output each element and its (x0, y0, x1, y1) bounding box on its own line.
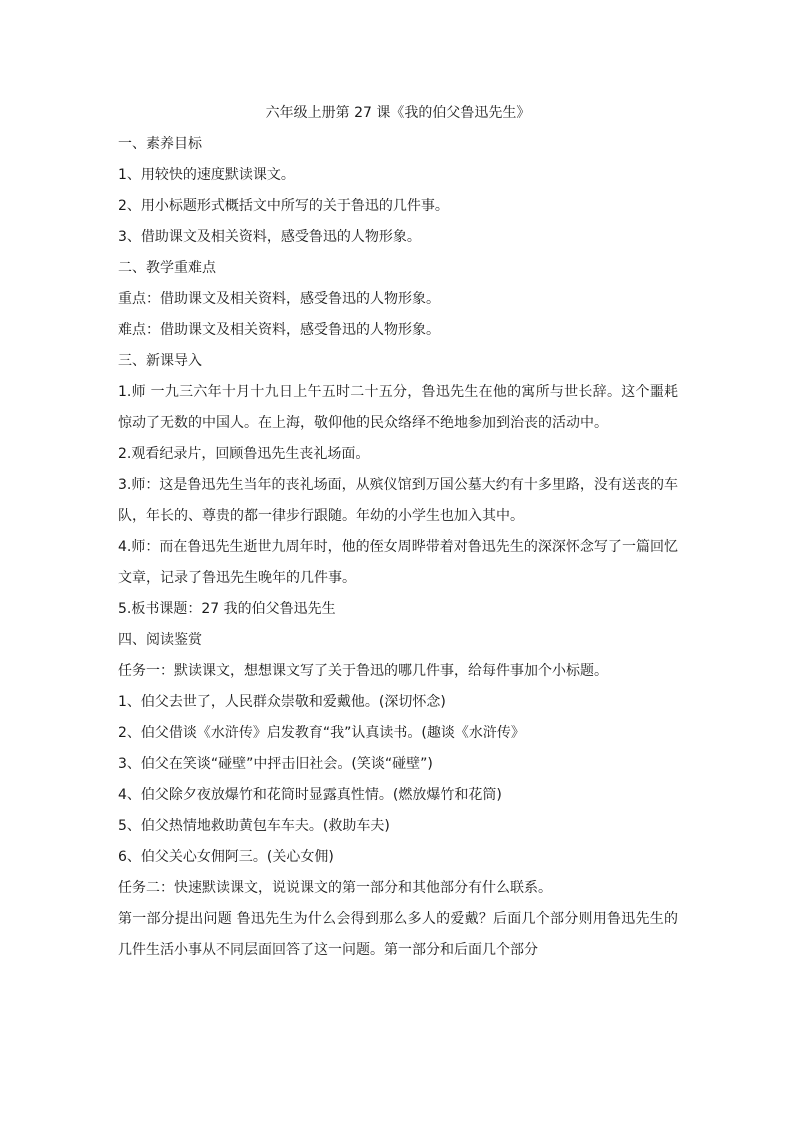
reading-answer: 第一部分提出问题 鲁迅先生为什么会得到那么多人的爱戴？后面几个部分则用鲁迅先生的几件生活小事从不同层面回答了这一问题。第一部分和后面几个部分 (118, 911, 678, 958)
goal-item: 3、借助课文及相关资料，感受鲁迅的人物形象。 (118, 229, 421, 245)
section-heading-reading: 四、阅读鉴赏 (118, 632, 202, 648)
document-body (118, 98, 678, 966)
intro-item: 2.观看纪录片，回顾鲁迅先生丧礼场面。 (118, 446, 370, 462)
event-item: 3、伯父在笑谈“碰壁”中抨击旧社会。(笑谈“碰壁”) (118, 756, 433, 772)
document-title: 六年级上册第 27 课《我的伯父鲁迅先生》 (265, 105, 531, 121)
goal-item: 1、用较快的速度默读课文。 (118, 167, 295, 183)
key-point-focus: 重点：借助课文及相关资料，感受鲁迅的人物形象。 (118, 291, 440, 307)
intro-item: 4.师：而在鲁迅先生逝世九周年时，他的侄女周晔带着对鲁迅先生的深深怀念写了一篇回忆文章，记录了鲁迅先生晚年的几件事。 (118, 539, 678, 586)
goal-item: 2、用小标题形式概括文中所写的关于鲁迅的几件事。 (118, 198, 449, 214)
intro-item: 3.师：这是鲁迅先生当年的丧礼场面，从殡仪馆到万国公墓大约有十多里路，没有送丧的车队，年长的、尊贵的都一律步行跟随。年幼的小学生也加入其中。 (118, 477, 678, 524)
event-item: 2、伯父借谈《水浒传》启发教育“我”认真读书。(趣谈《水浒传》 (118, 725, 525, 741)
event-item: 1、伯父去世了，人民群众崇敬和爱戴他。(深切怀念) (118, 694, 446, 710)
event-item: 6、伯父关心女佣阿三。(关心女佣) (118, 849, 334, 865)
section-heading-intro: 三、新课导入 (118, 353, 202, 369)
key-point-difficulty: 难点：借助课文及相关资料，感受鲁迅的人物形象。 (118, 322, 440, 338)
intro-item: 5.板书课题：27 我的伯父鲁迅先生 (118, 601, 336, 617)
section-heading-goals: 一、素养目标 (118, 136, 202, 152)
intro-item: 1.师 一九三六年十月十九日上午五时二十五分，鲁迅先生在他的寓所与世长辞。这个噩耗惊动了无数的中国人。在上海，敬仰他的民众络绎不绝地参加到治丧的活动中。 (118, 384, 678, 431)
event-item: 4、伯父除夕夜放爆竹和花筒时显露真性情。(燃放爆竹和花筒) (118, 787, 502, 803)
event-item: 5、伯父热情地救助黄包车车夫。(救助车夫) (118, 818, 390, 834)
reading-task-one: 任务一：默读课文，想想课文写了关于鲁迅的哪几件事，给每件事加个小标题。 (118, 663, 608, 679)
section-heading-key-points: 二、教学重难点 (118, 260, 216, 276)
reading-task-two: 任务二：快速默读课文，说说课文的第一部分和其他部分有什么联系。 (118, 880, 552, 896)
